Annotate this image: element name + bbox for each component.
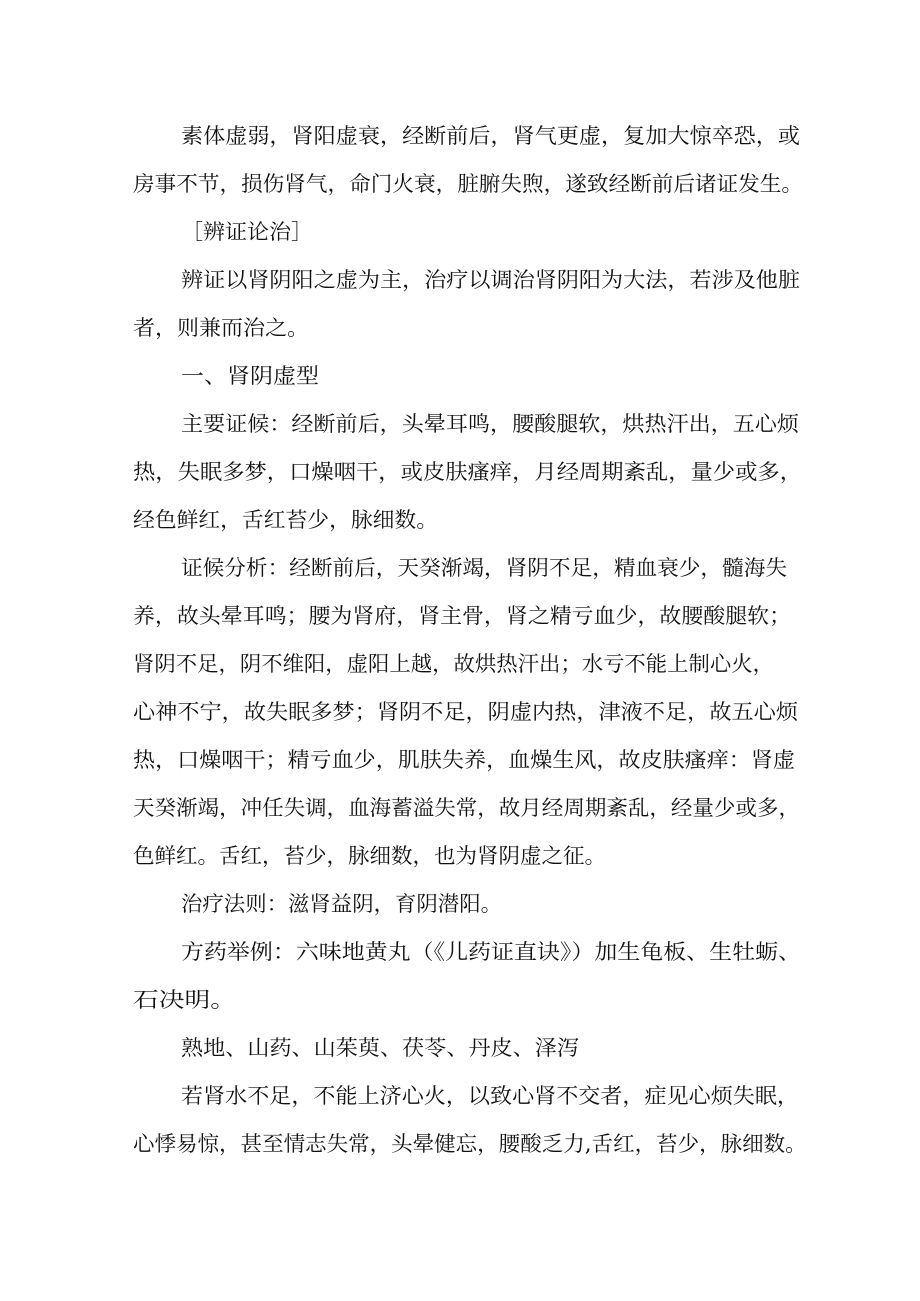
text-line: 石决明。 — [133, 988, 236, 1012]
text-line: 经色鲜红，舌红苔少，脉细数。 — [133, 508, 438, 532]
text-line: 者，则兼而治之。 — [133, 316, 309, 340]
text-line: 辨证以肾阴阳之虚为主，治疗以调治肾阴阳为大法，若涉及他脏 — [181, 268, 801, 292]
text-line: 心悸易惊，甚至情志失常，头晕健忘，腰酸乏力,舌红，苔少，脉细数。 — [133, 1132, 807, 1156]
formula-ingredients: 熟地、山药、山茱萸、茯苓、丹皮、泽泻 — [181, 1036, 579, 1060]
text-line: 天癸渐竭，冲任失调，血海蓄溢失常，故月经周期紊乱，经量少或多， — [133, 796, 800, 820]
text-line: 心神不宁，故失眠多梦；肾阴不足，阴虚内热，津液不足，故五心烦 — [133, 700, 798, 724]
subsection-heading: 一、肾阴虚型 — [181, 364, 319, 388]
text-line: 若肾水不足，不能上济心火，以致心肾不交者，症见心烦失眠， — [181, 1084, 799, 1108]
text-line: 方药举例：六味地黄丸（《儿药证直诀》）加生龟板、生牡蛎、 — [181, 940, 801, 964]
text-line: 房事不节，损伤肾气，命门火衰，脏腑失煦，遂致经断前后诸证发生。 — [133, 172, 803, 196]
section-heading: ［辨证论治］ — [181, 220, 313, 244]
text-line: 主要证候：经断前后，头晕耳鸣，腰酸腿软，烘热汗出，五心烦 — [181, 412, 799, 436]
text-line: 证候分析：经断前后，天癸渐竭，肾阴不足，精血衰少，髓海失 — [181, 556, 787, 580]
text-line: 素体虚弱，肾阳虚衰，经断前后，肾气更虚，复加大惊卒恐，或 — [181, 124, 801, 148]
text-line: 养，故头晕耳鸣；腰为肾府，肾主骨，肾之精亏血少，故腰酸腿软； — [133, 604, 791, 628]
text-line: 热，失眠多梦，口燥咽干，或皮肤瘙痒，月经周期紊乱，量少或多， — [133, 460, 802, 484]
text-line: 肾阴不足，阴不维阳，虚阳上越，故烘热汗出；水亏不能上制心火， — [133, 652, 774, 676]
text-line: 色鲜红。舌红，苔少，脉细数，也为肾阴虚之征。 — [133, 844, 606, 868]
text-line: 热，口燥咽干；精亏血少，肌肤失养，血燥生风，故皮肤瘙痒：肾虚 — [133, 748, 795, 772]
text-line: 治疗法则：滋肾益阴，育阴潜阳。 — [181, 892, 502, 916]
